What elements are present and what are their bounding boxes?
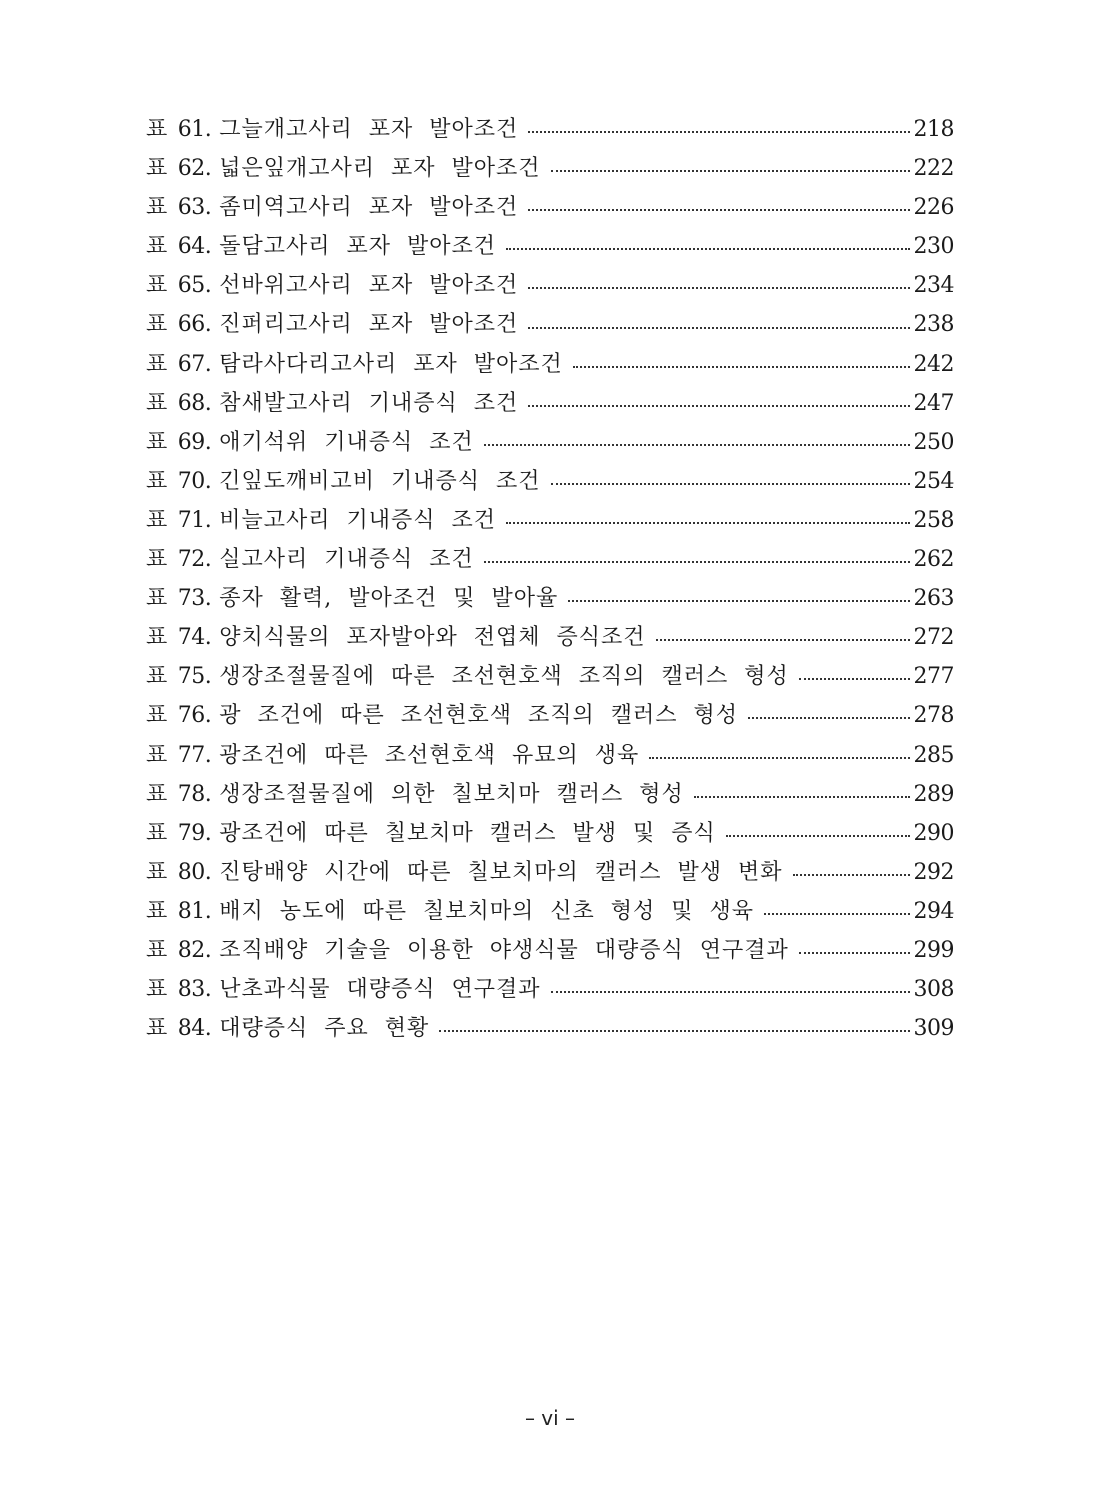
entry-number: 82. <box>177 937 212 963</box>
entry-number: 69. <box>177 429 212 455</box>
entry-number: 77. <box>177 742 212 768</box>
dot-leader <box>793 873 910 876</box>
toc-entry[interactable] <box>146 423 954 462</box>
dot-leader <box>528 326 909 329</box>
toc-entry[interactable] <box>146 814 954 853</box>
entry-page-number: 294 <box>913 898 954 924</box>
entry-prefix: 표 <box>146 664 168 690</box>
entry-prefix: 표 <box>146 625 168 651</box>
entry-prefix: 표 <box>146 507 168 533</box>
toc-entry[interactable] <box>146 1009 954 1048</box>
toc-entry[interactable] <box>146 696 954 735</box>
entry-number: 79. <box>177 820 212 846</box>
toc-entry[interactable] <box>146 931 954 970</box>
entry-title: 대량증식 주요 현황 <box>219 1016 430 1042</box>
toc-entry[interactable] <box>146 188 954 227</box>
entry-prefix: 표 <box>146 547 168 573</box>
entry-number: 61. <box>177 117 212 142</box>
entry-title: 배지 농도에 따른 칠보치마의 신초 형성 및 생육 <box>219 898 755 924</box>
entry-title: 돌담고사리 포자 발아조건 <box>219 234 497 260</box>
toc-entry[interactable] <box>146 775 954 814</box>
entry-title: 좀미역고사리 포자 발아조건 <box>219 195 519 221</box>
toc-entry[interactable] <box>146 892 954 931</box>
entry-prefix: 표 <box>146 820 168 846</box>
entry-number: 68. <box>177 390 212 416</box>
entry-title: 진탕배양 시간에 따른 칠보치마의 캘러스 발생 변화 <box>219 859 783 885</box>
entry-title: 선바위고사리 포자 발아조건 <box>219 273 519 299</box>
dot-leader <box>573 365 910 368</box>
dot-leader <box>799 677 910 680</box>
entry-page-number: 247 <box>913 390 954 416</box>
dot-leader <box>551 169 910 172</box>
entry-number: 75. <box>177 664 212 690</box>
toc-entry[interactable] <box>146 501 954 540</box>
toc-entry[interactable] <box>146 345 954 384</box>
entry-title: 실고사리 기내증식 조건 <box>219 547 474 573</box>
toc-entry[interactable] <box>146 384 954 423</box>
entry-number: 81. <box>177 898 212 924</box>
entry-prefix: 표 <box>146 859 168 885</box>
entry-number: 74. <box>177 625 212 651</box>
entry-number: 76. <box>177 703 212 729</box>
dot-leader <box>528 404 909 407</box>
entry-prefix: 표 <box>146 273 168 299</box>
entry-prefix: 표 <box>146 156 168 182</box>
entry-page-number: 277 <box>913 664 954 690</box>
toc-entry[interactable] <box>146 110 954 149</box>
entry-prefix: 표 <box>146 390 168 416</box>
entry-number: 64. <box>177 234 212 260</box>
entry-page-number: 290 <box>913 820 954 846</box>
dot-leader <box>764 912 909 915</box>
dot-leader <box>528 286 909 289</box>
entry-title: 비늘고사리 기내증식 조건 <box>219 507 497 533</box>
entry-number: 71. <box>177 507 212 533</box>
entry-number: 67. <box>177 351 212 377</box>
entry-prefix: 표 <box>146 117 168 142</box>
entry-prefix: 표 <box>146 937 168 963</box>
entry-title: 난초과식물 대량증식 연구결과 <box>219 977 541 1003</box>
entry-title: 종자 활력, 발아조건 및 발아율 <box>219 586 559 612</box>
dot-leader <box>439 1029 909 1032</box>
entry-page-number: 299 <box>913 937 954 963</box>
entry-prefix: 표 <box>146 703 168 729</box>
dot-leader <box>484 560 910 563</box>
entry-page-number: 272 <box>913 625 954 651</box>
entry-number: 73. <box>177 586 212 612</box>
entry-number: 70. <box>177 468 212 494</box>
toc-entry[interactable] <box>146 618 954 657</box>
entry-page-number: 222 <box>913 156 954 182</box>
table-of-contents <box>146 110 954 1048</box>
dot-leader <box>568 599 909 602</box>
dot-leader <box>694 795 910 798</box>
toc-entry[interactable] <box>146 657 954 696</box>
entry-page-number: 292 <box>913 859 954 885</box>
entry-prefix: 표 <box>146 429 168 455</box>
entry-title: 광 조건에 따른 조선현호색 조직의 캘러스 형성 <box>219 703 739 729</box>
dot-leader <box>799 951 910 954</box>
toc-entry[interactable] <box>146 540 954 579</box>
entry-page-number: 285 <box>913 742 954 768</box>
entry-prefix: 표 <box>146 312 168 338</box>
entry-page-number: 238 <box>913 312 954 338</box>
entry-title: 생장조절물질에 따른 조선현호색 조직의 캘러스 형성 <box>219 664 789 690</box>
entry-page-number: 218 <box>913 117 954 142</box>
entry-page-number: 278 <box>913 703 954 729</box>
entry-number: 66. <box>177 312 212 338</box>
entry-title: 참새발고사리 기내증식 조건 <box>219 390 519 416</box>
entry-page-number: 250 <box>913 429 954 455</box>
dot-leader <box>551 990 910 993</box>
toc-entry[interactable] <box>146 462 954 501</box>
entry-number: 83. <box>177 977 212 1003</box>
entry-page-number: 234 <box>913 273 954 299</box>
toc-entry[interactable] <box>146 579 954 618</box>
entry-page-number: 226 <box>913 195 954 221</box>
dot-leader <box>528 130 909 133</box>
entry-prefix: 표 <box>146 351 168 377</box>
dot-leader <box>748 716 909 719</box>
entry-prefix: 표 <box>146 234 168 260</box>
entry-number: 78. <box>177 781 212 807</box>
entry-number: 80. <box>177 859 212 885</box>
entry-title: 긴잎도깨비고비 기내증식 조건 <box>219 468 541 494</box>
entry-number: 72. <box>177 547 212 573</box>
toc-entry[interactable] <box>146 736 954 775</box>
entry-title: 광조건에 따른 조선현호색 유묘의 생육 <box>219 742 640 768</box>
entry-title: 진퍼리고사리 포자 발아조건 <box>219 312 519 338</box>
entry-page-number: 258 <box>913 507 954 533</box>
entry-page-number: 254 <box>913 468 954 494</box>
dot-leader <box>726 834 910 837</box>
entry-prefix: 표 <box>146 468 168 494</box>
entry-number: 63. <box>177 195 212 221</box>
entry-page-number: 262 <box>913 547 954 573</box>
toc-entry[interactable] <box>146 970 954 1009</box>
entry-number: 84. <box>177 1016 212 1042</box>
entry-title: 애기석위 기내증식 조건 <box>219 429 474 455</box>
entry-prefix: 표 <box>146 586 168 612</box>
entry-title: 조직배양 기술을 이용한 야생식물 대량증식 연구결과 <box>219 937 789 963</box>
entry-number: 65. <box>177 273 212 299</box>
entry-prefix: 표 <box>146 742 168 768</box>
dot-leader <box>528 208 909 211</box>
entry-prefix: 표 <box>146 781 168 807</box>
dot-leader <box>484 443 910 446</box>
dot-leader <box>656 638 910 641</box>
entry-title: 그늘개고사리 포자 발아조건 <box>219 117 519 142</box>
dot-leader <box>649 756 909 759</box>
entry-title: 양치식물의 포자발아와 전엽체 증식조건 <box>219 625 646 651</box>
entry-page-number: 309 <box>913 1016 954 1042</box>
entry-title: 탐라사다리고사리 포자 발아조건 <box>219 351 563 377</box>
toc-entry[interactable] <box>146 853 954 892</box>
dot-leader <box>551 482 910 485</box>
entry-page-number: 230 <box>913 234 954 260</box>
entry-page-number: 263 <box>913 586 954 612</box>
entry-page-number: 308 <box>913 977 954 1003</box>
entry-title: 광조건에 따른 칠보치마 캘러스 발생 및 증식 <box>219 820 716 846</box>
entry-prefix: 표 <box>146 195 168 221</box>
toc-entry[interactable] <box>146 227 954 266</box>
entry-page-number: 242 <box>913 351 954 377</box>
entry-prefix: 표 <box>146 1016 168 1042</box>
dot-leader <box>506 247 909 250</box>
toc-entry[interactable] <box>146 266 954 305</box>
toc-entry[interactable] <box>146 305 954 344</box>
entry-prefix: 표 <box>146 977 168 1003</box>
entry-title: 생장조절물질에 의한 칠보치마 캘러스 형성 <box>219 781 684 807</box>
entry-title: 넓은잎개고사리 포자 발아조건 <box>219 156 541 182</box>
entry-prefix: 표 <box>146 898 168 924</box>
page-number: – vi – <box>524 1406 576 1430</box>
entry-page-number: 289 <box>913 781 954 807</box>
toc-entry[interactable] <box>146 149 954 188</box>
entry-number: 62. <box>177 156 212 182</box>
dot-leader <box>506 521 909 524</box>
